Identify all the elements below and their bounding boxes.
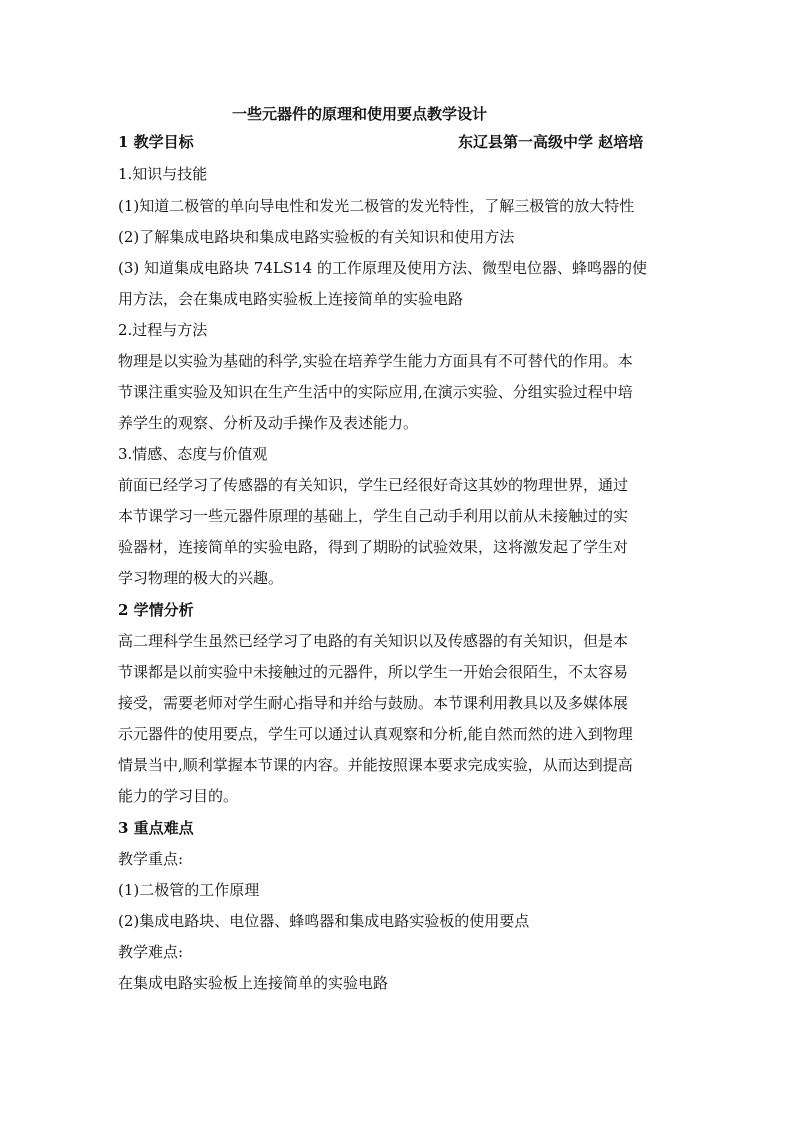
paragraph-line: 前面已经学习了传感器的有关知识，学生已经很好奇这其妙的物理世界，通过 bbox=[118, 476, 629, 494]
paragraph-line: 高二理科学生虽然已经学习了电路的有关知识以及传感器的有关知识，但是本 bbox=[118, 632, 629, 650]
objective-item-2: (2)了解集成电路块和集成电路实验板的有关知识和使用方法 bbox=[118, 228, 515, 246]
paragraph-line: 接受，需要老师对学生耐心指导和并给与鼓励。本节课利用教具以及多媒体展 bbox=[118, 694, 629, 712]
paragraph-line: 养学生的观察、分析及动手操作及表述能力。 bbox=[118, 414, 419, 432]
difficulty-heading: 教学难点: bbox=[118, 943, 184, 961]
paragraph-line: 节课注重实验及知识在生产生活中的实际应用,在演示实验、分组实验过程中培 bbox=[118, 383, 633, 401]
difficulty-item-1: 在集成电路实验板上连接简单的实验电路 bbox=[118, 974, 389, 992]
paragraph-line: 节课都是以前实验中未接触过的元器件，所以学生一开始会很陌生，不太容易 bbox=[118, 663, 629, 681]
paragraph-line: 示元器件的使用要点，学生可以通过认真观察和分析,能自然而然的进入到物理 bbox=[118, 725, 633, 743]
author-line: 东辽县第一高级中学 赵培培 bbox=[458, 133, 644, 151]
paragraph-line: 情景当中,顺利掌握本节课的内容。并能按照课本要求完成实验，从而达到提高 bbox=[118, 756, 633, 774]
paragraph-line: 学习物理的极大的兴趣。 bbox=[118, 569, 284, 587]
section-heading-analysis: 2 学情分析 bbox=[118, 601, 194, 619]
paragraph-line: 能力的学习目的。 bbox=[118, 787, 239, 805]
key-points-heading: 教学重点: bbox=[118, 850, 184, 868]
subheading-process: 2.过程与方法 bbox=[118, 321, 208, 339]
key-point-item-1: (1)二极管的工作原理 bbox=[118, 881, 260, 899]
objective-item-1: (1)知道二极管的单向导电性和发光二极管的发光特性，了解三极管的放大特性 bbox=[118, 197, 635, 215]
subheading-knowledge: 1.知识与技能 bbox=[118, 165, 208, 183]
document-title: 一些元器件的原理和使用要点教学设计 bbox=[232, 105, 488, 123]
paragraph-line: 验器材，连接简单的实验电路，得到了期盼的试验效果，这将激发起了学生对 bbox=[118, 538, 629, 556]
section-heading-keypoints: 3 重点难点 bbox=[118, 819, 194, 837]
subheading-attitude: 3.情感、态度与价值观 bbox=[118, 445, 268, 463]
section-heading-objectives: 1 教学目标 bbox=[118, 133, 194, 151]
key-point-item-2: (2)集成电路块、电位器、蜂鸣器和集成电路实验板的使用要点 bbox=[118, 912, 530, 930]
objective-item-3-line2: 用方法，会在集成电路实验板上连接简单的实验电路 bbox=[118, 290, 464, 308]
paragraph-line: 物理是以实验为基础的科学,实验在培养学生能力方面具有不可替代的作用。本 bbox=[118, 352, 633, 370]
paragraph-line: 本节课学习一些元器件原理的基础上，学生自己动手利用以前从未接触过的实 bbox=[118, 507, 629, 525]
objective-item-3-line1: (3) 知道集成电路块 74LS14 的工作原理及使用方法、微型电位器、蜂鸣器的使 bbox=[118, 259, 647, 277]
